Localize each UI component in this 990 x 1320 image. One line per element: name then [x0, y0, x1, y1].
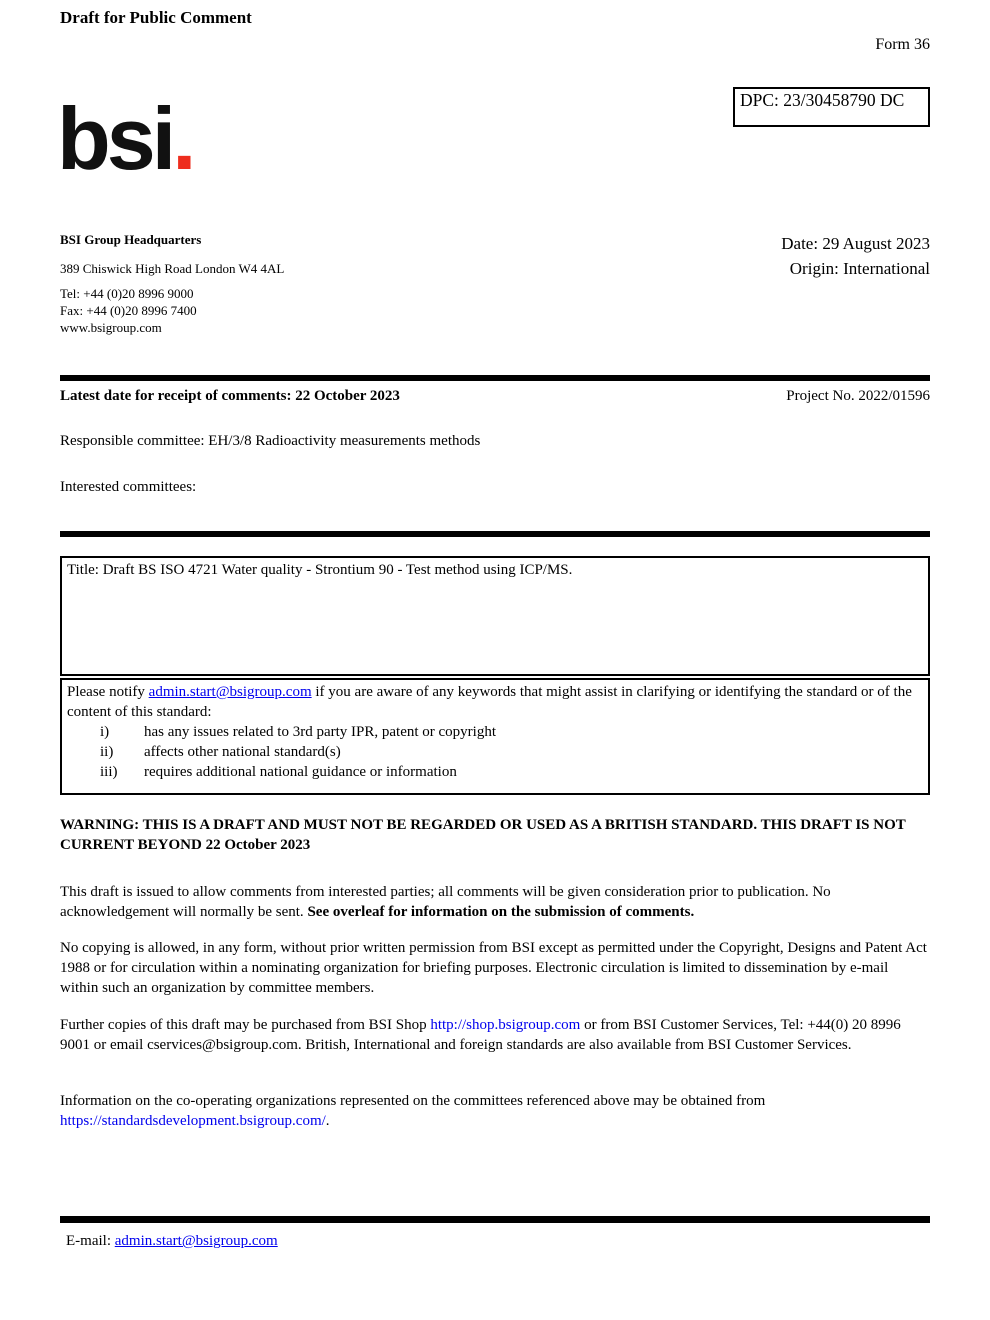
document-origin: Origin: International	[789, 259, 930, 278]
address-block	[60, 232, 284, 336]
footer-email-link[interactable]: admin.start@bsigroup.com	[114, 1233, 278, 1249]
dpc-reference: DPC: 23/30458790 DC	[740, 90, 905, 110]
horizontal-rule-middle	[60, 531, 930, 537]
notify-suffix: if you are aware of any keywords that might assist in clarifying or identifying the standard or of the content of this standard:	[67, 684, 912, 720]
comments-deadline-row	[60, 388, 930, 405]
warning-text: WARNING: THIS IS A DRAFT AND MUST NOT BE REGARDED OR USED AS A BRITISH STANDARD. THIS DRAFT IS NOT CURRENT BEYOND 22 October 2023	[60, 817, 906, 853]
project-number: Project No. 2022/01596	[786, 388, 930, 404]
dpc-reference-box	[733, 87, 930, 127]
notify-intro	[67, 682, 923, 722]
bsi-shop-link[interactable]: http://shop.bsigroup.com	[430, 1017, 581, 1033]
paragraph-organizations	[60, 1091, 930, 1131]
bsi-logo-text: bsi	[57, 89, 173, 188]
title-box	[60, 556, 930, 676]
horizontal-rule-bottom	[60, 1216, 930, 1223]
list-item-text: affects other national standard(s)	[144, 744, 341, 760]
p3-text-b: or from BSI Customer Services, Tel: +44(0) 20 8996 9001 or email cservices@bsigroup.com. British, International and foreign standards are also available from BSI Customer Services.	[60, 1017, 901, 1053]
list-item	[67, 762, 923, 782]
footer-email-label: E-mail:	[66, 1233, 115, 1249]
hq-street: 389 Chiswick High Road London W4 4AL	[60, 261, 285, 276]
notify-box	[60, 678, 930, 795]
page-title: Draft for Public Comment	[60, 8, 252, 27]
p3-text-a: Further copies of this draft may be purchased from BSI Shop	[60, 1017, 431, 1033]
hq-name: BSI Group Headquarters	[60, 232, 202, 247]
list-item-number: ii)	[100, 744, 114, 760]
list-item-number: i)	[100, 724, 110, 740]
p1-bold-text: See overleaf for information on the submission of comments.	[307, 904, 695, 920]
interested-committees: Interested committees:	[60, 479, 197, 495]
horizontal-rule-top	[60, 375, 930, 381]
footer-email-row	[66, 1233, 278, 1250]
notify-prefix: Please notify	[67, 684, 149, 700]
hq-website: www.bsigroup.com	[60, 320, 162, 335]
list-item	[67, 742, 923, 762]
paragraph-comments	[60, 882, 930, 922]
paragraph-copyright: No copying is allowed, in any form, without prior written permission from BSI except as permitted under the Copyright, Designs and Patent Act 1988 or for circulation within a nominating organization for briefing purposes. Electronic circulation is limited to dissemination by e-mail within such an organization by committee members.	[60, 940, 927, 996]
list-item-text: has any issues related to 3rd party IPR, patent or copyright	[144, 724, 497, 740]
paragraph-purchase	[60, 1015, 930, 1055]
form-number: Form 36	[875, 36, 930, 53]
list-item-text: requires additional national guidance or information	[144, 764, 457, 780]
document-date: Date: 29 August 2023	[781, 234, 930, 253]
hq-fax: Fax: +44 (0)20 8996 7400	[60, 303, 197, 318]
notify-email-link[interactable]: admin.start@bsigroup.com	[148, 684, 312, 700]
standards-development-link[interactable]: https://standardsdevelopment.bsigroup.com/	[60, 1113, 326, 1129]
list-item-number: iii)	[100, 764, 118, 780]
bsi-logo-dot: .	[172, 89, 197, 188]
responsible-committee: Responsible committee: EH/3/8 Radioactivity measurements methods	[60, 433, 481, 449]
bsi-logo	[57, 89, 197, 188]
list-item	[67, 722, 923, 742]
p4-text-b: .	[325, 1113, 330, 1129]
date-origin-block	[781, 231, 930, 281]
standard-title: Title: Draft BS ISO 4721 Water quality - Strontium 90 - Test method using ICP/MS.	[67, 562, 573, 578]
hq-tel: Tel: +44 (0)20 8996 9000	[60, 286, 194, 301]
p4-text-a: Information on the co-operating organizations represented on the committees referenced above may be obtained from	[60, 1093, 766, 1109]
p1-text: This draft is issued to allow comments from interested parties; all comments will be given consideration prior to publication. No acknowledgement will normally be sent.	[60, 884, 831, 920]
latest-date-label: Latest date for receipt of comments: 22 October 2023	[60, 388, 400, 404]
